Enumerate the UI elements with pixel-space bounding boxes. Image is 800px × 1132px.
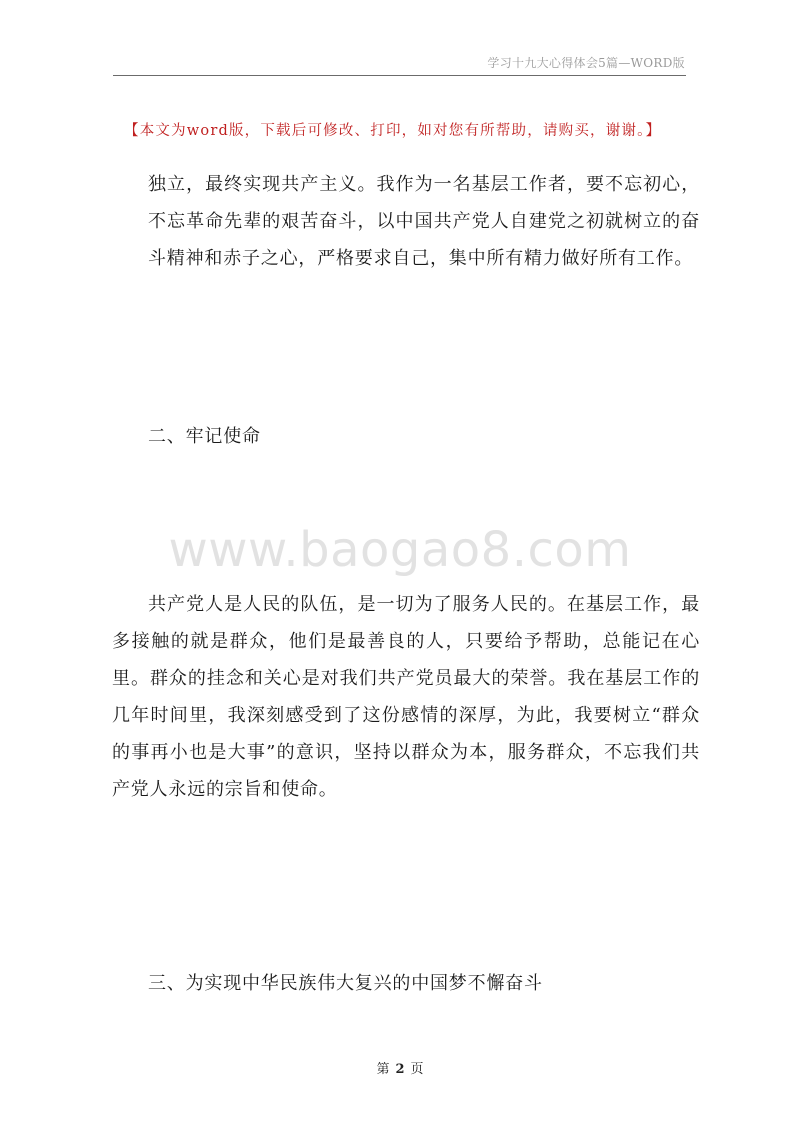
- notice-banner: 【本文为word版，下载后可修改、打印，如对您有所帮助，请购买，谢谢。】: [124, 123, 662, 139]
- page-prefix: 第: [376, 1062, 390, 1077]
- section-heading-3: 三、为实现中华民族伟大复兴的中国梦不懈奋斗: [148, 973, 543, 994]
- paragraph-1: 独立，最终实现共产主义。我作为一名基层工作者，要不忘初心，不忘革命先辈的艰苦奋斗，以中国共产党人自建党之初就树立的奋斗精神和赤子之心，严格要求自己，集中所有精力做好所有工作。: [148, 174, 700, 269]
- watermark: www.baogao8.com: [168, 522, 632, 578]
- page-suffix: 页: [410, 1062, 424, 1077]
- header-title: 学习十九大心得体会5篇—WORD版: [487, 56, 685, 70]
- page-number: [0, 1058, 800, 1077]
- page-value: 2: [395, 1062, 405, 1077]
- paragraph-2: 共产党人是人民的队伍，是一切为了服务人民的。在基层工作，最多接触的就是群众，他们是最善良的人，只要给予帮助，总能记在心里。群众的挂念和关心是对我们共产党员最大的荣誉。我在基层工作的几年时间里，我深刻感受到了这份感情的深厚，为此，我要树立“群众的事再小也是大事”的意识，坚持以群众为本，服务群众，不忘我们共产党人永远的宗旨和使命。: [112, 594, 700, 800]
- section-heading-2: 二、牢记使命: [148, 426, 261, 447]
- header-divider: [113, 75, 686, 76]
